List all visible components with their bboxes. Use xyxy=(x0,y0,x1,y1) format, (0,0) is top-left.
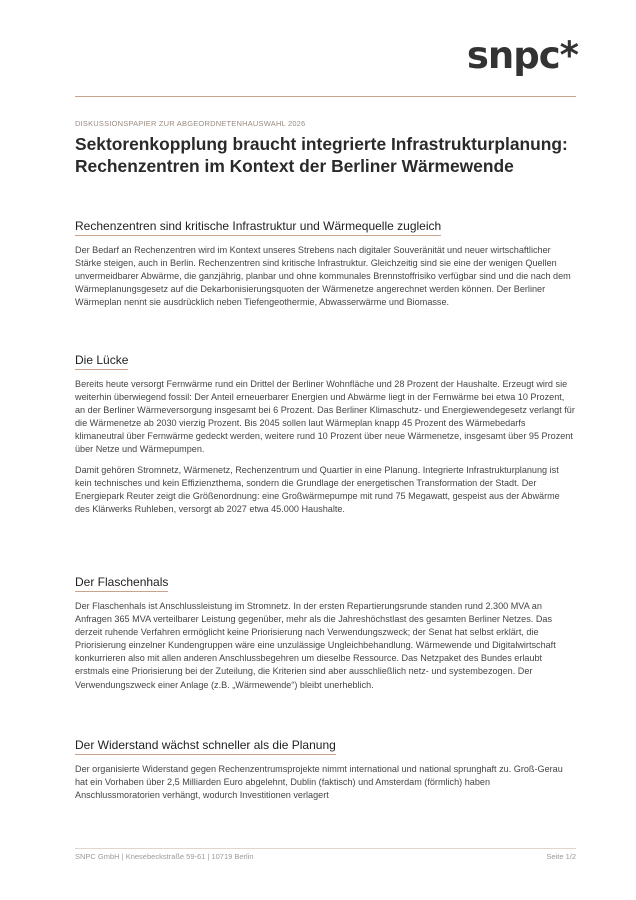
header-divider xyxy=(75,96,576,97)
section-paragraph: Der organisierte Widerstand gegen Rechenzentrumsprojekte nimmt international und national sprunghaft zu. Groß-Gerau hat ein Vorhaben über 2,5 Milliarden Euro abgelehnt, Dublin (faktisch) und Amsterdam (förmlich) haben Anschlussmoratorien verhängt, wodurch Investitionen verlagert xyxy=(75,764,563,801)
section-heading: Der Flaschenhals xyxy=(75,575,168,592)
section-luecke xyxy=(75,351,576,523)
company-logo: snpc* xyxy=(466,34,578,77)
section-paragraph: Damit gehören Stromnetz, Wärmenetz, Rechenzentrum und Quartier in eine Planung. Integrierte Infrastrukturplanung ist kein technisches und kein Effizienzthema, sondern die Grundlage der energetischen Transformation der Stadt. Der Energiepark Reuter zeigt die Größenordnung: eine Großwärmepumpe mit rund 75 Megawatt, gespeist aus der Abwärme des Klärwerks Ruhleben, versorgt ab 2027 etwa 45.000 Haushalte. xyxy=(75,464,560,514)
section-heading: Der Widerstand wächst schneller als die Planung xyxy=(75,738,336,755)
section-paragraph: Der Bedarf an Rechenzentren wird im Kontext unseres Strebens nach digitaler Souveränität und neuer wirtschaftlicher Stärke steigen, auch in Berlin. Rechenzentren sind kritische Infrastruktur. Gleichzeitig sind sie eine der wenigen Quellen unvermeidbarer Abwärme, die ganzjährig, planbar und ohne kommunales Brennstoffrisiko verfügbar sind und die nach dem Wärmeplanungsgesetz auf die Dekarbonisierungsquoten der Wärmenetze angerechnet werden können. Der Berliner Wärmeplan nennt sie ausdrücklich neben Tiefengeothermie, Abwasserwärme und Biomasse. xyxy=(75,245,571,308)
document-title xyxy=(75,133,585,177)
section-widerstand xyxy=(75,736,576,809)
section-paragraph: Bereits heute versorgt Fernwärme rund ein Drittel der Berliner Wohnfläche und 28 Prozent der Haushalte. Erzeugt wird sie weiterhin überwiegend fossil: Der Anteil erneuerbarer Energien und Abwärme liegt in der Fernwärme bei etwa 10 Prozent, an der Berliner Wärmeversorgung insgesamt bei 6 Prozent. Das Berliner Klimaschutz- und Energiewendegesetz verlangt für die Wärmenetze ab 2030 vierzig Prozent. Bis 2045 sollen laut Wärmeplan knapp 45 Prozent des Wärmebedarfs klimaneutral über Fernwärme gedeckt werden, weitere rund 10 Prozent über neue Wärmenetze, insgesamt über 95 Prozent über Netze und Wärmepumpen. xyxy=(75,379,575,455)
section-flaschenhals xyxy=(75,573,576,699)
title-line-2: Rechenzentren im Kontext der Berliner Wärmewende xyxy=(75,156,514,176)
footer-divider xyxy=(75,848,576,849)
page-number: Seite 1/2 xyxy=(546,852,576,861)
section-rechenzentren xyxy=(75,217,576,316)
section-heading: Rechenzentren sind kritische Infrastruktur und Wärmequelle zugleich xyxy=(75,219,441,236)
section-heading: Die Lücke xyxy=(75,353,128,370)
document-kicker: DISKUSSIONSPAPIER ZUR ABGEORDNETENHAUSWAHL 2026 xyxy=(75,119,306,128)
title-line-1: Sektorenkopplung braucht integrierte Infrastrukturplanung: xyxy=(75,134,568,154)
section-paragraph: Der Flaschenhals ist Anschlussleistung im Stromnetz. In der ersten Repartierungsrunde standen rund 2.300 MVA an Anfragen 365 MVA verteilbarer Leistung gegenüber, mehr als die Jahreshöchstlast des gesamten Berliner Netzes. Das derzeit ruhende Verfahren ermöglicht keine Priorisierung nach Verwendungszweck; der Senat hat selbst erklärt, die Priorisierung einzelner Kundengruppen wäre eine unzulässige Ungleichbehandlung. Wärmewende und Digitalwirtschaft konkurrieren also mit allen anderen Anschlussbegehren um dieselbe Ressource. Das Netzpaket des Bundes erlaubt erstmals eine Priorisierung bei der Zuteilung, die Kriterien sind aber ausschließlich netz- und systembezogen. Der Verwendungszweck einer Anlage (z.B. „Wärmewende“) bleibt unerheblich. xyxy=(75,601,556,690)
footer-address: SNPC GmbH | Knesebeckstraße 59-61 | 10719 Berlin xyxy=(75,852,254,861)
